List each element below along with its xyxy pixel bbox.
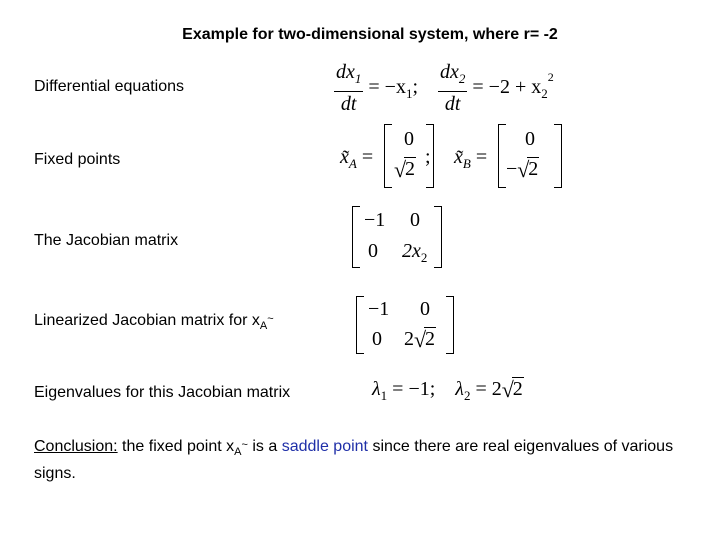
saddle-point-highlight: saddle point — [281, 438, 368, 455]
linearized-jacobian-label: Linearized Jacobian matrix for $x_A\sim$ — [34, 312, 274, 332]
conclusion-paragraph: Conclusion: the fixed point $x_A\sim$ is a saddle point since there are real eigenvalues of various signs. — [34, 438, 674, 482]
differential-equations-formula — [334, 60, 554, 116]
linearized-m22: 2 √ 2 — [404, 327, 435, 352]
jacobian-m11: −1 — [364, 209, 386, 231]
dx2-dt-fraction: $\frac{dx_2}{dt}$ — [440, 61, 466, 115]
jacobian-m21: 0 — [368, 240, 378, 262]
fixed-point-a-name: $x̃_A$ = — [340, 146, 374, 171]
fixed-point-b-vector — [498, 124, 562, 188]
fixed-point-b-name: $x̃_B$ = — [454, 146, 488, 171]
linearized-m11: −1 — [368, 298, 390, 320]
linearized-m21: 0 — [372, 328, 382, 350]
page-title: Example for two-dimensional system, where r= -2 — [182, 26, 558, 43]
jacobian-m12: 0 — [410, 209, 420, 231]
linearized-jacobian-matrix — [356, 296, 454, 354]
jacobian-m22: $2x_2$ — [402, 240, 428, 265]
eq2-rhs: = $-2 + x_2^2$ — [472, 69, 554, 101]
jacobian-matrix — [352, 206, 442, 268]
eigenvalues-label: Eigenvalues for this Jacobian matrix — [34, 384, 291, 401]
eigenvalues-formula: $\lambda_1 = -1$; $\lambda_2 = 2$ √ 2 — [372, 377, 523, 403]
jacobian-label: The Jacobian matrix — [34, 232, 179, 249]
fp-a-top: 0 — [404, 128, 414, 150]
conclusion-lead: Conclusion: — [34, 438, 118, 455]
fixed-points-label: Fixed points — [34, 151, 121, 168]
fp-a-bottom: √ 2 — [394, 157, 415, 182]
differential-equations-label: Differential equations — [34, 78, 185, 95]
eq1-rhs: = $-x_1$; — [368, 75, 419, 101]
linearized-m12: 0 — [420, 298, 430, 320]
fp-b-bottom: − √ 2 — [506, 157, 539, 182]
dx1-dt-fraction: $\frac{dx_1}{dt}$ — [336, 61, 362, 115]
fixed-point-sep: ; — [425, 146, 431, 168]
fp-b-top: 0 — [525, 128, 535, 150]
